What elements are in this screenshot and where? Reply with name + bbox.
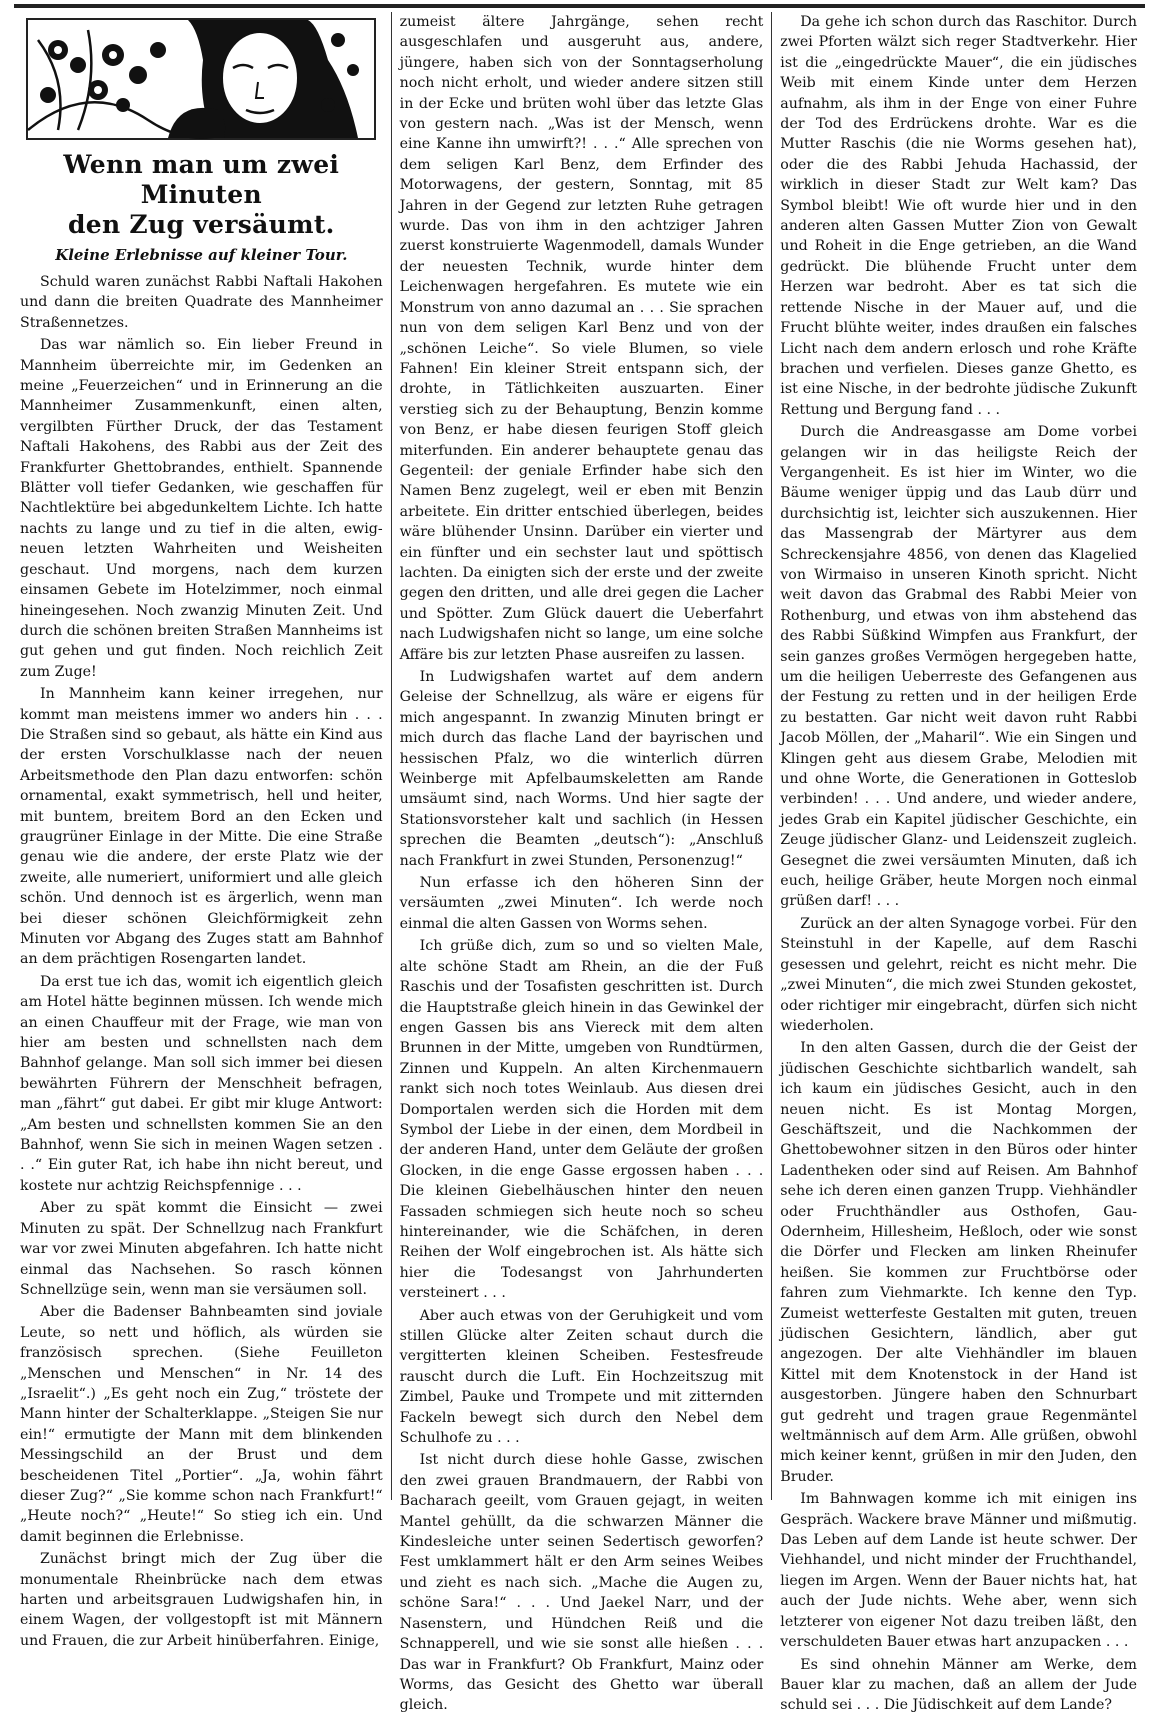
vignette-icon xyxy=(28,20,374,138)
paragraph: Zurück an der alten Synagoge vorbei. Für den Steinstuhl in der Kapelle, auf dem Raschi gesessen und gelehrt, reicht es nicht mehr. Die „zwei Minuten“, die mich zwei Stunden gekostet, oder richtiger mir eingebracht, dürfen sich nicht wiederholen. xyxy=(780,915,1137,1034)
woman-with-flowers-illustration xyxy=(26,18,376,140)
column-2 xyxy=(391,12,772,1714)
paragraph: Schuld waren zunächst Rabbi Naftali Hakohen und dann die breiten Quadrate des Mannheimer Straßennetzes. xyxy=(20,274,383,331)
headline xyxy=(20,150,383,240)
paragraph: Es sind ohnehin Männer am Werke, dem Bauer klar zu machen, daß an allem der Jude schuld sei . . . Die Jüdischkeit auf dem Lande? xyxy=(780,1656,1137,1714)
top-rule xyxy=(14,4,1145,8)
paragraph: In Mannheim kann keiner irregehen, nur kommt man meistens immer wo anders hin . . . Die Straßen sind so gebaut, als hätte ein Kind aus der ersten Vorschulklasse nach der neuen Arbeitsmethode den Plan dazu entworfen: schön ornamental, exakt symmetrisch, hell und heiter, mit buntem, breitem Bord an den Ecken und graugrüner Einlage in der Mitte. Die eine Straße genau wie die andere, der erste Platz wie der zweite, alle numeriert, uniformiert und alle gleich schön. Und dennoch ist es ärgerlich, wenn man bei dieser schönen Gleichförmigkeit zehn Minuten vor Abgang des Zuges statt am Bahnhof an dem prächtigen Rosengarten landet. xyxy=(20,686,383,968)
paragraph: Ist nicht durch diese hohle Gasse, zwischen den zwei grauen Brandmauern, der Rabbi von Bacharach geeilt, vom Grauen gejagt, in weiten Mantel gehüllt, da die schwarzen Männer die Kindesleiche unter seinen Sedertisch geworfen? Fest umklammert hält er den Arm seines Weibes und zieht es nach sich. „Mache die Augen zu, schöne Sara!“ . . . Und Jaekel Narr, und der Nasenstern, und Hündchen Reiß und die Schnapperell, und wie sie sonst alle hießen . . . Das war in Frankfurt? Ob Frankfurt, Mainz oder Worms, das Gesicht des Ghetto war überall gleich. xyxy=(399,1452,764,1714)
paragraph: Das war nämlich so. Ein lieber Freund in Mannheim überreichte mir, im Gedenken an meine „Feuerzeichen“ und in Erinnerung an die Mannheimer Zusammenkunft, einen alten, vergilbten Fürther Druck, der das Testament Naftali Hakohens, des Rabbi aus der Zeit des Frankfurter Ghettobrandes, enthielt. Spannende Blätter voll tiefer Gedanken, wie geschaffen für Nachtlektüre bei abgedunkeltem Lichte. Ich hatte nachts zu lange und zu tief in die alten, ewig-neuen letzten Wahrheiten und Weisheiten geschaut. Und morgens, nach dem kurzen einsamen Gebete im Hotelzimmer, noch einmal hineingesehen. Noch zwanzig Minuten Zeit. Und durch die schönen breiten Straßen Mannheims ist gut gehen und gut finden. Noch reichlich Zeit zum Zuge! xyxy=(20,337,383,680)
subheadline: Kleine Erlebnisse auf kleiner Tour. xyxy=(55,246,348,264)
paragraph: Ich grüße dich, zum so und so vielten Male, alte schöne Stadt am Rhein, an die der Fuß Raschis und der Tosafisten geschritten ist. Durch die Hauptstraße gleich hinein in das Gewinkel der engen Gassen bis ans Viereck mit dem alten Brunnen in der Mitte, umgeben von Rundtürmen, Zinnen und Kuppeln. An alten Kirchenmauern rankt sich noch totes Weinlaub. Aus diesen drei Domportalen werden sich die Horden mit dem Symbol der Liebe in der einen, dem Mordbeil in der anderen Hand, unter dem Geläute der großen Glocken, in die enge Gasse ergossen haben . . . Die kleinen Giebelhäuschen hinter den neuen Fassaden schmiegen sich heute noch so scheu hintereinander, wie die Schäfchen, in deren Reihen der Wolf eingebrochen ist. Als hätte sich hier die Todesangst von Jahrhunderten versteinert . . . xyxy=(399,938,764,1302)
headline-line-2: den Zug versäumt. xyxy=(67,210,335,239)
headline-line-1: Wenn man um zwei Minuten xyxy=(63,150,340,209)
paragraph: Zunächst bringt mich der Zug über die monumentale Rheinbrücke nach dem etwas harten und arbeitsgrauen Ludwigshafen hin, in einem Wagen, der vollgestopft ist mit Männern und Frauen, die zur Arbeit hinüberfahren. Einige, xyxy=(20,1551,383,1649)
paragraph: Aber zu spät kommt die Einsicht — zwei Minuten zu spät. Der Schnellzug nach Frankfurt war vor zwei Minuten abgefahren. Ich hatte nicht einmal das Nachsehen. So rasch können Schnellzüge sein, wenn man sie versäumen soll. xyxy=(20,1200,383,1298)
paragraph: In Ludwigshafen wartet auf dem andern Geleise der Schnellzug, als wäre er eigens für mich angespannt. In zwanzig Minuten bringt er mich durch das flache Land der bayrischen und hessischen Pfalz, wo die winterlich dürren Weinberge mit Apfelbaumskeletten am Rande umsäumt sind, nach Worms. Und hier sagte der Stationsvorsteher kalt und sachlich (in Hessen sprechen die Beamten „deutsch“): „Anschluß nach Frankfurt in zwei Stunden, Personenzug!“ xyxy=(399,669,764,869)
paragraph: Nun erfasse ich den höheren Sinn der versäumten „zwei Minuten“. Ich werde noch einmal die alten Gassen von Worms sehen. xyxy=(399,875,764,932)
column-3 xyxy=(771,12,1145,1714)
paragraph: In den alten Gassen, durch die der Geist der jüdischen Geschichte sichtbarlich wandelt, sah ich kaum ein jüdisches Gesicht, auch in den neuen nicht. Es ist Montag Morgen, Geschäftszeit, und die Nachkommen der Ghettobewohner sitzen in den Büros oder hinter Ladentheken oder sind auf Reisen. Am Bahnhof sehe ich deren einen ganzen Trupp. Viehhändler oder Fruchthändler aus Osthofen, Gau-Odernheim, Hillesheim, Heßloch, oder wie sonst die Dörfer und Flecken am linken Rheinufer heißen. Sie kommen zur Fruchtbörse oder fahren zum Viehmarkte. Ich kenne den Typ. Zumeist wetterfeste Gestalten mit guten, treuen jüdischen Gesichtern, ländlich, aber gut angezogen. Der alte Viehhändler im blauen Kittel mit dem Knotenstock in der Hand ist ausgestorben. Jüngere haben den Schnurbart gut gedreht und tragen graue Regenmäntel weltmännisch auf dem Arm. Alle grüßen, obwohl mich keiner kennt, grüßen in mir den Juden, den Bruder. xyxy=(780,1040,1137,1485)
paragraph: Aber die Badenser Bahnbeamten sind joviale Leute, so nett und höflich, als würden sie französisch sprechen. (Siehe Feuilleton „Menschen und Menschen“ in Nr. 14 des „Israelit“.) „Es geht noch ein Zug,“ tröstete der Mann hinter der Schalterklappe. „Steigen Sie nur ein!“ ermutigte der Mann mit dem blinkenden Messingschild an der Brust und dem bescheidenen Titel „Portier“. „Ja, wohin fährt dieser Zug?“ „Sie komme schon nach Frankfurt!“ „Heute noch?“ „Heute!“ So stieg ich ein. Und damit beginnen die Erlebnisse. xyxy=(20,1304,383,1545)
paragraph: Durch die Andreasgasse am Dome vorbei gelangen wir in das heiligste Reich der Vergangenheit. Es ist hier im Winter, wo die Bäume weniger üppig und das Laub dürr und durchsichtig ist, leichter sich auszukennen. Hier das Massengrab der Märtyrer aus dem Schreckensjahre 4856, von denen das Klagelied von Wirmaiso in unseren Kinoth spricht. Nicht weit davon das Grabmal des Rabbi Meier von Rothenburg, und etwas von ihm abstehend das des Rabbi Süßkind Wimpfen aus Frankfurt, der sein ganzes großes Vermögen hergegeben hatte, um die heiligen Ueberreste des Gefangenen aus der Festung zu retten und in der heiligen Erde zu bestatten. Gar nicht weit davon ruht Rabbi Jacob Möllen, der „Maharil“. Wie ein Singen und Klingen geht aus diesem Grabe, Melodien mit und ohne Worte, die Generationen in Gotteslob verbinden! . . . Und andere, und wieder andere, jedes Grab ein Kapitel jüdischer Geschichte, ein Zeuge jüdischer Glanz- und Leidenszeit zugleich. Gesegnet die zwei versäumten Minuten, daß ich euch, heilige Gräber, heute Morgen noch einmal grüßen darf! . . . xyxy=(780,424,1137,910)
column-1 xyxy=(14,12,391,1649)
paragraph: Im Bahnwagen komme ich mit einigen ins Gespräch. Wackere brave Männer und mißmutig. Das Leben auf dem Lande ist heute schwer. Der Viehhandel, und nicht minder der Fruchthandel, liegen im Argen. Wenn der Bauer nichts hat, hat auch der Jude nichts. Wehe aber, wenn sich letzterer von eigener Not dazu treiben läßt, den verschuldeten Bauer etwas hart anzupacken . . . xyxy=(780,1491,1137,1651)
columns xyxy=(14,12,1145,1714)
paragraph: Aber auch etwas von der Geruhigkeit und vom stillen Glücke alter Zeiten schaut durch die vergitterten kleinen Scheiben. Festesfreude rauscht durch die Luft. Ein Hochzeitszug mit Zimbel, Pauke und Trompete und mit zitternden Fackeln bewegt sich durch den Nebel dem Schulhofe zu . . . xyxy=(399,1307,764,1447)
paragraph: Da erst tue ich das, womit ich eigentlich gleich am Hotel hätte beginnen müssen. Ich wende mich an einen Chauffeur mit der Frage, wie man von hier am besten und schnellsten nach dem Bahnhof gelange. Man soll sich immer bei diesen bewährten Führern der Menschheit befragen, man „fährt“ gut dabei. Er gibt mir kluge Antwort: „Am besten und schnellsten kommen Sie an den Bahnhof, wenn Sie sich in meinen Wagen setzen . . .“ Ein guter Rat, ich habe ihn nicht bereut, und kostete nur achtzig Reichspfennige . . . xyxy=(20,973,383,1194)
paragraph: Da gehe ich schon durch das Raschitor. Durch zwei Pforten wälzt sich reger Stadtverkehr. Hier ist die „eingedrückte Mauer“, die ein jüdisches Weib mit einem Kinde unter dem Herzen aufnahm, als ihm in der Enge von einer Fuhre der Tod des Erdrückens drohte. War es die Mutter Raschis (die nie Worms gesehen hat), oder die des Rabbi Jehuda Hachassid, der wirklich in dieser Stadt zur Welt kam? Das Symbol bleibt! Wie oft wurde hier und in den anderen alten Gassen Mutter Zion von Gewalt und Roheit in die Enge getrieben, an die Wand gedrückt. Die blühende Frucht unter dem Herzen war bedroht. Aber es tat sich die rettende Nische in der Mauer auf, und die Frucht blühte weiter, indes draußen ein falsches Licht nach dem andern erlosch und rohe Kräfte brachen und verfielen. Dieses ganze Ghetto, es ist eine Nische, in der bedrohte jüdische Zukunft Rettung und Bergung fand . . . xyxy=(780,14,1137,418)
paragraph: zumeist ältere Jahrgänge, sehen recht ausgeschlafen und ausgeruht aus, andere, jüngere, haben sich von der Sonntagserholung noch nicht erholt, und wieder andere sitzen still in der Ecke und brüten wohl über das letzte Glas von gestern nach. „Was ist der Mensch, wenn eine Kanne ihn umwirft?! . . .“ Alle sprechen von dem seligen Karl Benz, dem Erfinder des Motorwagens, der gestern, Sonntag, mit 85 Jahren in der Gegend zur letzten Ruhe getragen wurde. Das von ihm in den achtziger Jahren zuerst konstruierte Wagenmodell, damals Wunder der neuesten Technik, wurde hinter dem Leichenwagen hergefahren. Es mutete wie ein Monstrum von anno dazumal an . . . Sie sprachen nun von dem seligen Karl Benz und von der „schönen Leiche“. So viele Blumen, so viele Fahnen! Ein kleiner Streit entspann sich, der drohte, in Tätlichkeiten auszuarten. Einer verstieg sich zu der Behauptung, Benzin komme von Benz, er habe diesen feurigen Stoff gleich miterfunden. Ein anderer behauptete genau das Gegenteil: der geniale Erfinder habe sich den Namen Benz zugelegt, weil er eben mit Benzin arbeitete. Ein dritter entschied überlegen, beides wäre blühender Unsinn. Darüber ein vierter und ein fünfter und ein sechster laut und spöttisch lachten. Da einigten sich der erste und der zweite gegen den dritten, und alle drei gegen die Lacher und Spötter. Zum Glück dauert die Ueberfahrt nach Ludwigshafen nicht so lange, um eine solche Affäre bis zur letzten Phase ausreifen zu lassen. xyxy=(399,14,764,663)
